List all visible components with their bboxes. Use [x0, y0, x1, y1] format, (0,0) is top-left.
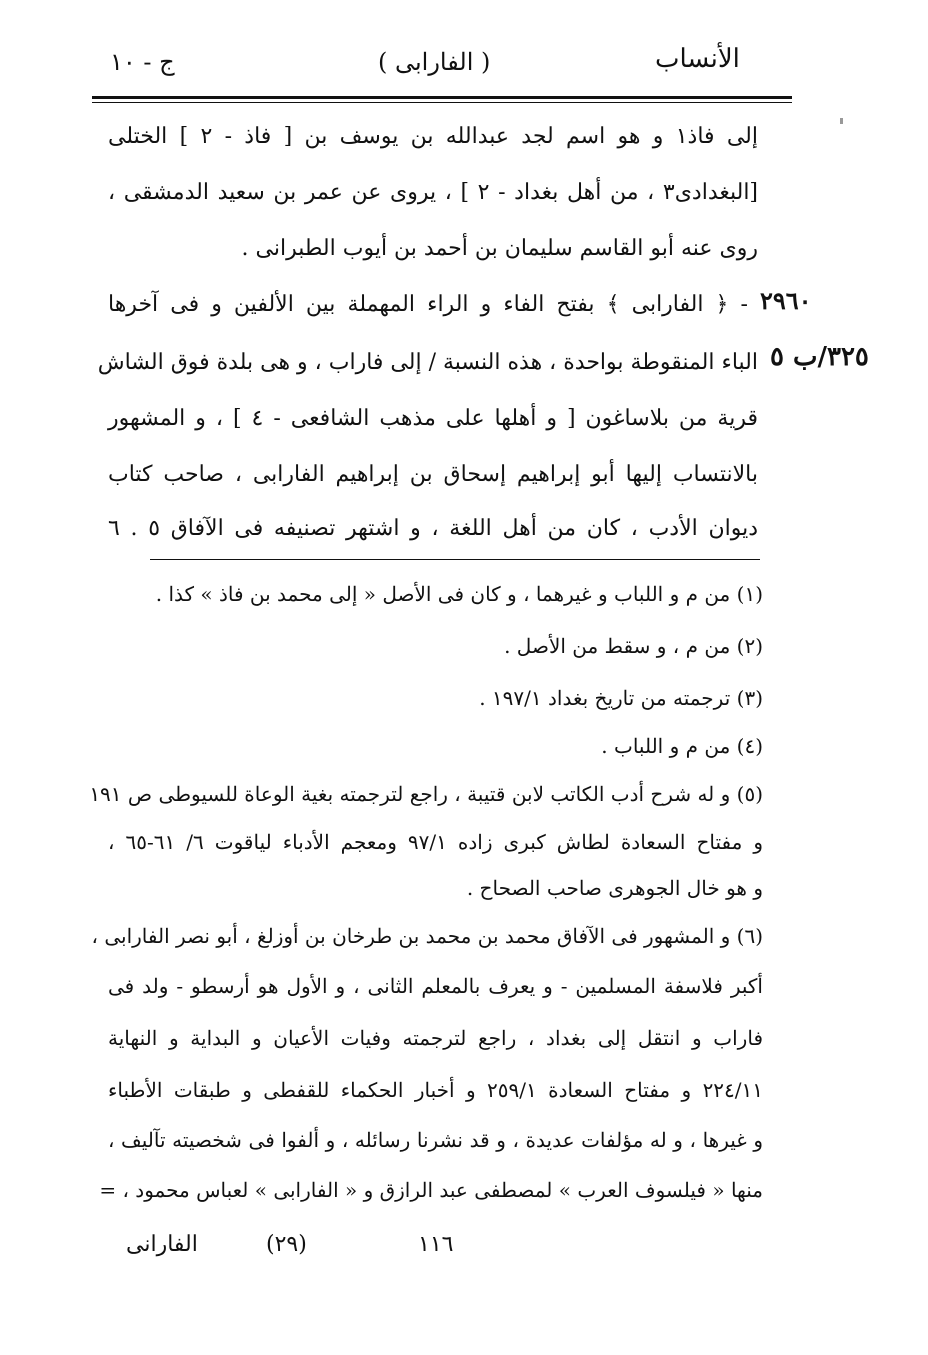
- footnote-rule: [150, 559, 760, 560]
- margin-folio-reference: ٣٢٥/ب ٥: [770, 342, 869, 372]
- footnote-5-line-2: و مفتاح السعادة لطاش كبرى زاده ٩٧/١ ومعجم الأدباء لياقوت ٦/ ٦١-٦٥ ،: [108, 830, 763, 854]
- footnote-6-line-3: فاراب و انتقل إلى بغداد ، راجع لترجمته وفيات الأعيان و البداية و النهاية: [108, 1026, 763, 1050]
- header-entry-title: ( الفارابى ): [378, 48, 491, 76]
- body-line-7: بالانتساب إليها أبو إبراهيم إسحاق بن إبراهيم الفارابى ، صاحب كتاب: [108, 462, 758, 487]
- page-number: ١١٦: [418, 1232, 454, 1257]
- footnote-6-line-5: و غيرها ، و له مؤلفات عديدة ، و قد نشرنا رسائله ، و ألفوا فى شخصيته تآليف ،: [108, 1128, 763, 1152]
- body-line-4: - ﴿ الفارابى ﴾ بفتح الفاء و الراء المهملة بين الألفين و فى آخرها: [108, 292, 748, 317]
- body-line-3: روى عنه أبو القاسم سليمان بن أحمد بن أيوب الطبرانى .: [241, 236, 758, 261]
- footnote-5-line-3: و هو خال الجوهرى صاحب الصحاح .: [466, 876, 763, 900]
- body-line-8: ديوان الأدب ، كان من أهل اللغة ، و اشتهر تصنيفه فى الآفاق ٥ . ٦: [108, 516, 759, 541]
- entry-number: ٢٩٦٠: [760, 286, 812, 315]
- header-rule-thick: [92, 96, 792, 99]
- footnote-4: (٤) من م و اللباب .: [601, 734, 763, 758]
- footnote-6-line-1: (٦) و المشهور فى الآفاق محمد بن محمد بن طرخان بن أوزلغ ، أبو نصر الفارابى ،: [91, 924, 763, 948]
- footnote-1: (١) من م و اللباب و غيرهما ، و كان فى الأصل « إلى محمد بن فاذ » كذا .: [155, 582, 763, 606]
- footnote-3: (٣) ترجمته من تاريخ بغداد ١٩٧/١ .: [479, 686, 763, 710]
- footnote-5-line-1: (٥) و له شرح أدب الكاتب لابن قتيبة ، راجع لترجمته بغية الوعاة للسيوطى ص ١٩١: [89, 782, 763, 806]
- body-line-5: الباء المنقوطة بواحدة ، هذه النسبة / إلى فاراب ، و هى بلدة فوق الشاش: [97, 350, 758, 375]
- body-line-2: [البغدادى٣ ، من أهل بغداد - ٢ ] ، يروى عن عمر بن سعيد الدمشقى ،: [108, 180, 759, 205]
- footer-signature-number: (٢٩): [266, 1232, 307, 1257]
- footnote-6-line-4: ٢٢٤/١١ و مفتاح السعادة ٢٥٩/١ و أخبار الحكماء للقفطى و طبقات الأطباء: [108, 1078, 764, 1102]
- header-book-title: الأنساب: [655, 44, 740, 74]
- margin-speck: [840, 118, 843, 124]
- header-rule-thin: [92, 102, 792, 103]
- body-line-6: قرية من بلاساغون [ و أهلها على مذهب الشافعى - ٤ ] ، و المشهور: [108, 406, 759, 431]
- body-line-1: إلى فاذ١ و هو اسم لجد عبدالله بن يوسف بن [ فاذ - ٢ ] الختلى: [108, 124, 758, 149]
- footnote-6-line-6: منها « فيلسوف العرب » لمصطفى عبد الرازق و « الفارابى » لعباس محمود ، =: [99, 1178, 763, 1202]
- footer-signature: الفارانى: [126, 1232, 198, 1257]
- header-volume: ج - ١٠: [110, 48, 175, 76]
- footnote-2: (٢) من م ، و سقط من الأصل .: [504, 634, 763, 658]
- footnote-6-line-2: أكبر فلاسفة المسلمين - و يعرف بالمعلم الثانى ، و الأول هو أرسطو - ولد فى: [108, 974, 763, 998]
